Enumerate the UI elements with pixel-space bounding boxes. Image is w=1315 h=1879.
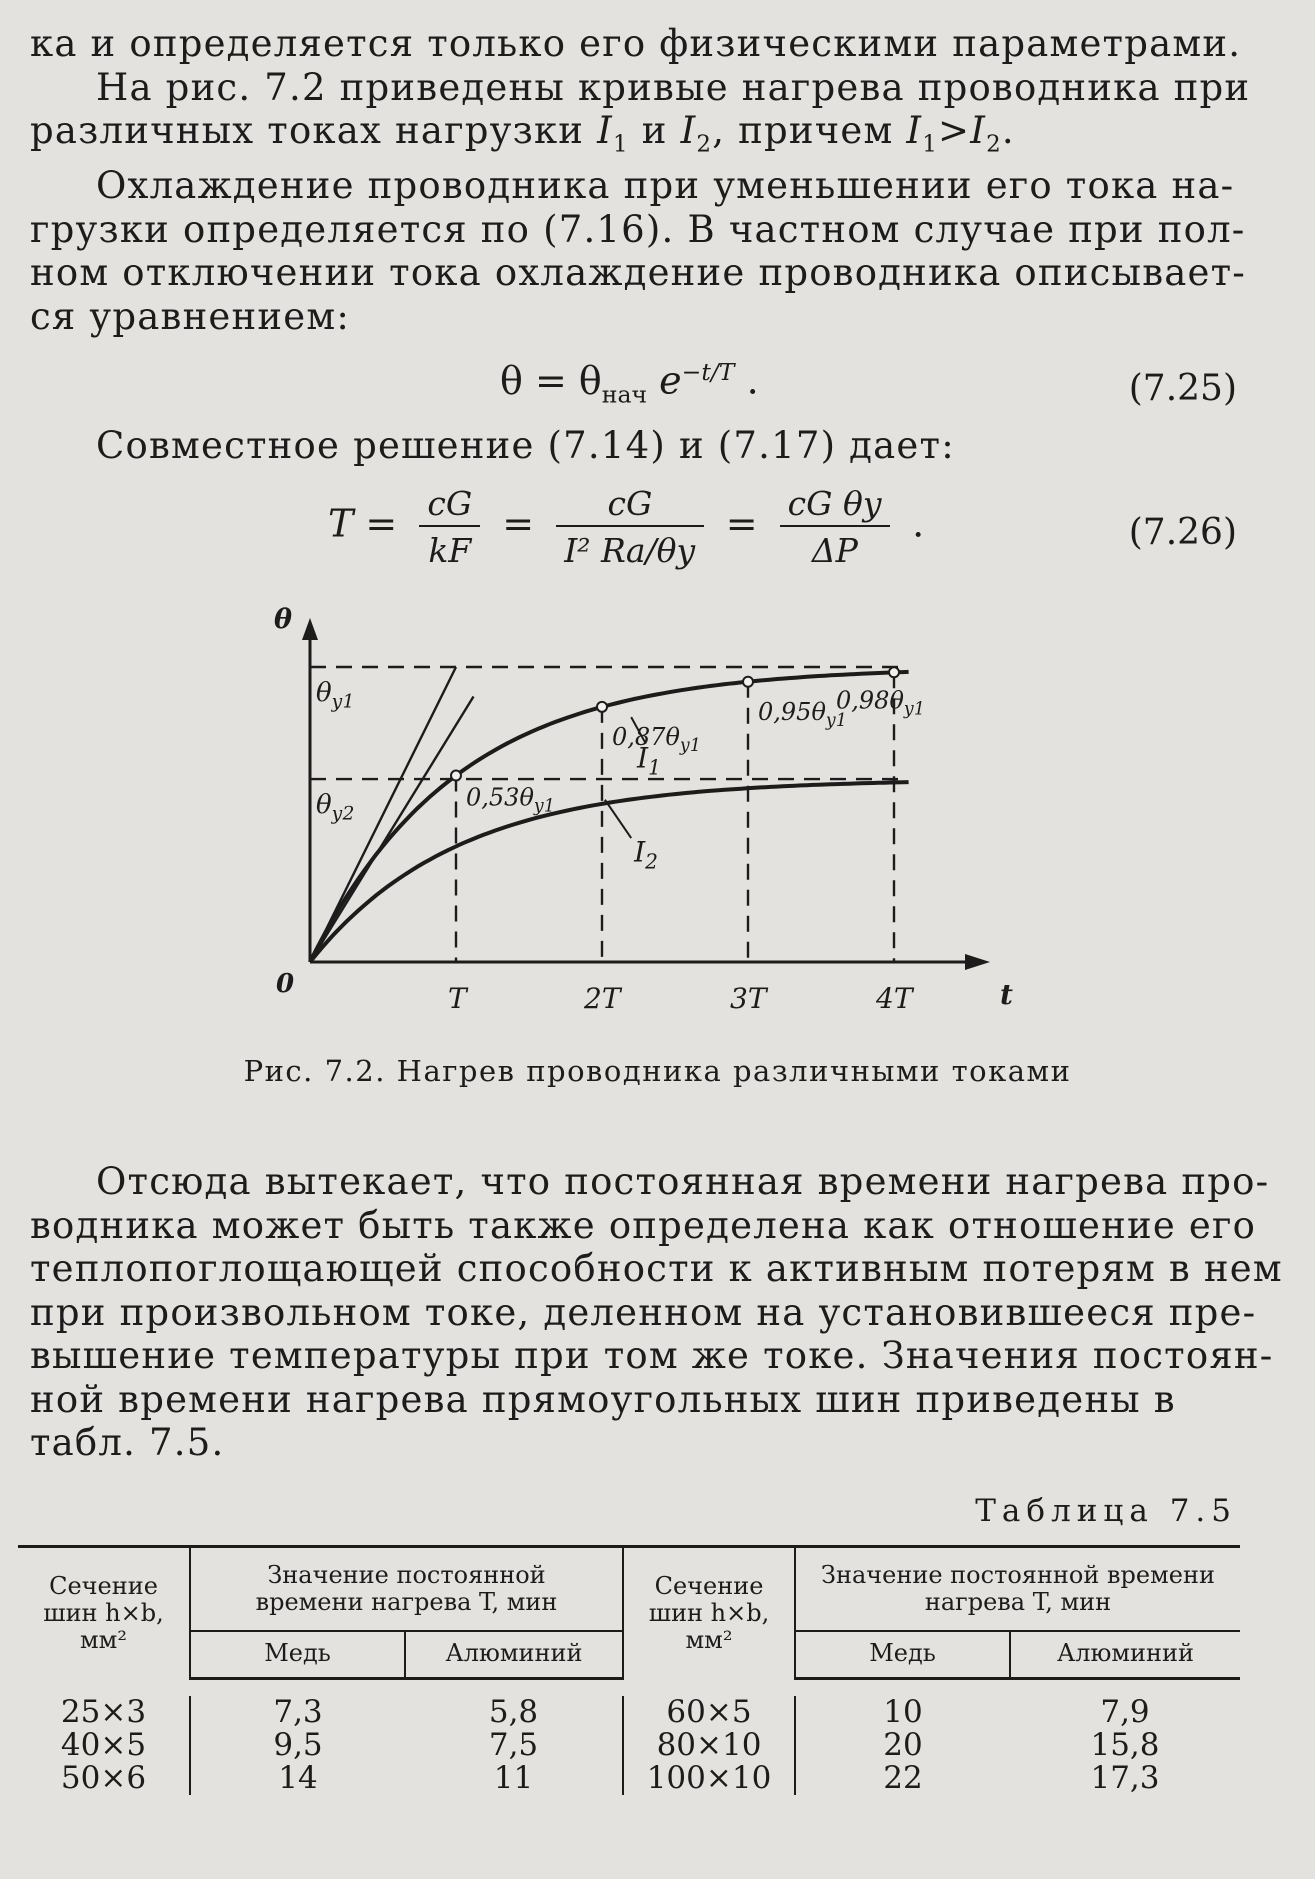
- table-title: Таблица 7.5: [975, 1493, 1237, 1529]
- table-header-row: [18, 1547, 1240, 1632]
- fraction: [780, 484, 890, 570]
- header-aluminum: Алюминий: [405, 1631, 623, 1679]
- cell-section: 100×10: [623, 1762, 795, 1795]
- data-point-label: $0,98\theta_{у1}$: [836, 686, 925, 720]
- paragraph-3: [30, 424, 1306, 468]
- cell-aluminum: 17,3: [1090, 1760, 1160, 1796]
- greater-than-sign: >: [938, 109, 971, 152]
- text-line: ся уравнением:: [30, 294, 350, 338]
- denominator: I² Rа/θу: [556, 525, 703, 570]
- data-point: [889, 667, 899, 677]
- header-section: Сечение шин h×b, мм²: [18, 1547, 190, 1679]
- current-symbol: I: [906, 109, 923, 152]
- cell-section: 80×10: [623, 1729, 795, 1762]
- text-line: грузки определяется по (7.16). В частном случае при пол-: [30, 207, 1246, 251]
- equation-period: .: [912, 501, 925, 546]
- time-constant-table: [18, 1545, 1240, 1795]
- cell-aluminum: 11: [405, 1762, 623, 1795]
- text-line: Совместное решение (7.14) и (7.17) дает:: [96, 424, 955, 467]
- paragraph-4: [30, 1160, 1283, 1465]
- subscript: 1: [612, 131, 629, 158]
- header-copper: Медь: [795, 1631, 1010, 1679]
- paragraph-1: [30, 22, 1251, 167]
- equation-7-25: [500, 358, 759, 408]
- table-row: [18, 1696, 1240, 1729]
- x-tick-label: 3T: [730, 982, 767, 1015]
- data-point: [597, 702, 607, 712]
- tangent-line-i2: [310, 697, 474, 963]
- header-time-constant: Значение постоянной времени нагрева T, мин: [795, 1547, 1240, 1632]
- y-axis-arrow: [302, 618, 318, 640]
- origin-label: 0: [276, 969, 295, 999]
- current-symbol: I: [597, 109, 613, 152]
- text-line: [30, 109, 1240, 167]
- header-copper: Медь: [190, 1631, 405, 1679]
- curve-i2: [310, 782, 909, 962]
- exp-base: e: [659, 358, 682, 403]
- cell-aluminum: 15,8: [1090, 1727, 1160, 1763]
- cell-aluminum: 5,8: [405, 1696, 623, 1729]
- level-label: $\theta_{у1}$: [316, 678, 355, 713]
- x-tick-label: 2T: [584, 982, 621, 1015]
- text-fragment: .: [1001, 109, 1015, 152]
- equals-sign: =: [502, 501, 535, 546]
- level-label: $\theta_{у2}$: [316, 790, 355, 825]
- current-symbol: I: [680, 109, 697, 152]
- cell-section: 60×5: [623, 1696, 795, 1729]
- cell-aluminum: 7,5: [405, 1729, 623, 1762]
- text-fragment: различных токах нагрузки: [30, 109, 598, 152]
- cell-section: 40×5: [18, 1729, 190, 1762]
- data-point-label: $0,95\theta_{у1}$: [758, 697, 847, 731]
- table-spacer: [18, 1679, 1240, 1697]
- cell-section: 25×3: [18, 1696, 190, 1729]
- text-line: ной времени нагрева прямоугольных шин приведены в: [30, 1377, 1176, 1421]
- text-line: теплопоглощающей способности к активным потерям в нем: [30, 1247, 1283, 1290]
- subscript: 2: [986, 131, 1002, 158]
- data-point-label: $0,87\theta_{у1}$: [612, 722, 701, 756]
- denominator: kF: [419, 525, 480, 570]
- figure-caption: Рис. 7.2. Нагрев проводника различными токами: [243, 1054, 1072, 1088]
- header-time-constant: Значение постоянной времени нагрева T, мин: [190, 1547, 623, 1632]
- subscript: нач: [601, 380, 648, 409]
- x-axis-arrow: [965, 954, 990, 970]
- data-point: [743, 677, 753, 687]
- paragraph-2: [30, 164, 1246, 338]
- text-line: табл. 7.5.: [30, 1421, 225, 1464]
- text-fragment: , причем: [712, 109, 907, 152]
- heating-curves-chart: [260, 600, 1020, 1040]
- series-label-i2: $I_2$: [634, 835, 659, 874]
- cell-copper: 9,5: [273, 1727, 323, 1763]
- fraction: [419, 484, 480, 570]
- cell-copper: 20: [883, 1727, 923, 1763]
- x-tick-label: T: [448, 982, 467, 1015]
- equals-sign: =: [725, 501, 758, 546]
- equation-number: (7.25): [1128, 368, 1237, 409]
- numerator: cG: [607, 484, 653, 523]
- data-point: [451, 771, 461, 781]
- x-axis-label: t: [1000, 978, 1013, 1011]
- denominator: ΔP: [780, 525, 890, 570]
- text-line: Охлаждение проводника при уменьшении его тока на-: [96, 164, 1235, 207]
- text-line: Отсюда вытекает, что постоянная времени нагрева про-: [96, 1160, 1270, 1203]
- numerator: cG θу: [787, 484, 883, 523]
- cell-copper: 10: [883, 1694, 923, 1730]
- current-symbol: I: [970, 109, 987, 152]
- table-row: [18, 1729, 1240, 1762]
- table-row: [18, 1762, 1240, 1795]
- equation-period: .: [746, 358, 759, 403]
- subscript: 2: [696, 131, 713, 158]
- equation-lhs: θ = θ: [500, 358, 602, 403]
- x-tick-label: 4T: [876, 982, 913, 1015]
- cell-aluminum: 7,9: [1100, 1694, 1150, 1730]
- series-label-i1: $I_1$: [637, 741, 661, 780]
- text-fragment: и: [628, 109, 681, 152]
- leader-line: [605, 800, 631, 838]
- cell-section: 50×6: [18, 1762, 190, 1795]
- text-line: вышение температуры при том же токе. Значения постоян-: [30, 1334, 1274, 1377]
- cell-copper: 7,3: [273, 1694, 323, 1730]
- exponent: −t/T: [681, 358, 735, 386]
- cell-copper: 22: [883, 1760, 923, 1796]
- text-line: ном отключении тока охлаждение проводника описывает-: [30, 251, 1246, 294]
- subscript: 1: [922, 131, 939, 158]
- cell-copper: 14: [278, 1760, 318, 1796]
- text-line: при произвольном токе, деленном на установившееся пре-: [30, 1290, 1257, 1334]
- fraction: [556, 484, 703, 570]
- text-line: ка и определяется только его физическими параметрами.: [30, 22, 1242, 65]
- equation-number: (7.26): [1128, 512, 1237, 553]
- text-line: водника может быть также определена как отношение его: [30, 1203, 1257, 1247]
- header-section: Сечение шин h×b, мм²: [623, 1547, 795, 1679]
- header-aluminum: Алюминий: [1010, 1631, 1240, 1679]
- y-axis-label: θ: [274, 604, 293, 635]
- equation-7-26: [328, 484, 924, 570]
- equation-lhs: T =: [328, 501, 398, 546]
- text-line: На рис. 7.2 приведены кривые нагрева проводника при: [96, 65, 1251, 109]
- data-point-label: $0,53\theta_{у1}$: [466, 783, 555, 817]
- numerator: cG: [427, 484, 473, 523]
